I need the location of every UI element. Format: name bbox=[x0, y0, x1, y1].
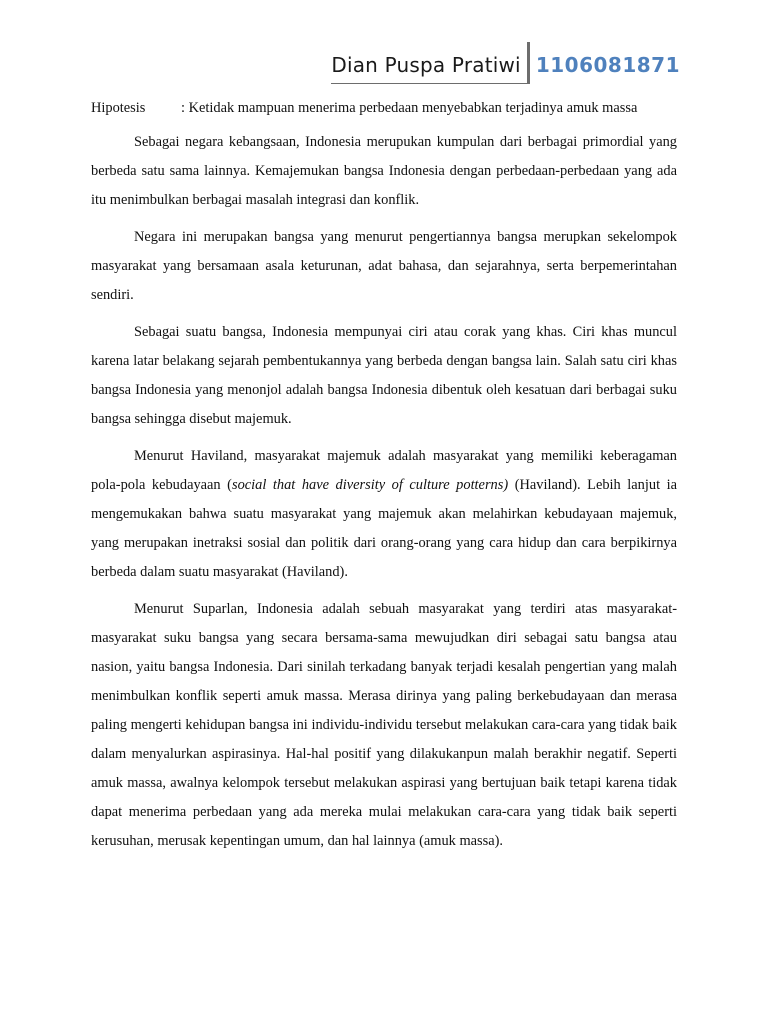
paragraph-5: Menurut Suparlan, Indonesia adalah sebuah masyarakat yang terdiri atas masyarakat-masyarakat suku bangsa yang secara bersama-sama mewujudkan diri sebagai satu bangsa atau nasion, yaitu bangsa Indonesia. Dari sinilah terkadang banyak terjadi kesalah pengertian yang malah menimbulkan konflik seperti amuk massa. Merasa dirinya yang paling berkebudayaan dan merasa paling mengerti kehidupan bangsa ini individu-individu tersebut melakukan cara-cara yang tidak baik dalam menyalurkan aspirasinya. Hal-hal positif yang dilakukanpun malah berakhir negatif. Seperti amuk massa, awalnya kelompok tersebut melakukan aspirasi yang bertujuan baik tetapi karena tidak dapat menerima perbedaan yang ada mereka mulai melakukan cara-cara yang tidak baik seperti kerusuhan, merusak kepentingan umum, dan hal lainnya (amuk massa). bbox=[91, 601, 677, 849]
paragraph-4-italic-term: social that have diversity of culture potterns) bbox=[231, 477, 509, 493]
paragraph-4-text-start: Menurut Haviland, masyarakat majemuk adalah masyarakat yang memiliki keberagaman pola-pola kebudayaan ( bbox=[91, 448, 677, 493]
paragraph-4 bbox=[91, 442, 677, 587]
paragraph-3: Sebagai suatu bangsa, Indonesia mempunyai ciri atau corak yang khas. Ciri khas muncul karena latar belakang sejarah pembentukannya yang berbeda dengan bangsa lain. Salah satu ciri khas bangsa Indonesia yang menonjol adalah bangsa Indonesia dibentuk oleh kesatuan dari berbagai suku bangsa sehingga disebut majemuk. bbox=[91, 324, 677, 427]
hypothesis-line bbox=[91, 94, 677, 123]
hypothesis-label: Hipotesis bbox=[91, 100, 146, 116]
paragraph-2: Negara ini merupakan bangsa yang menurut pengertiannya bangsa merupkan sekelompok masyarakat yang bersamaan asala keturunan, adat bahasa, dan sejarahnya, serta berpemerintahan sendiri. bbox=[91, 229, 677, 303]
document-body bbox=[91, 94, 677, 864]
student-id: 1106081871 bbox=[535, 53, 680, 77]
paragraph-4-text-end: (Haviland). Lebih lanjut ia mengemukakan bahwa suatu masyarakat yang majemuk akan melahirkan kebudayaan majemuk, yang merupakan inetraksi sosial dan politik dari orang-orang yang cara hidup dan cara berpikirnya berbeda dalam suatu masyarakat (Haviland). bbox=[91, 477, 677, 580]
author-name: Dian Puspa Pratiwi bbox=[331, 42, 526, 84]
page-header bbox=[331, 42, 680, 84]
paragraph-1: Sebagai negara kebangsaan, Indonesia merupukan kumpulan dari berbagai primordial yang berbeda satu sama lainnya. Kemajemukan bangsa Indonesia dengan perbedaan-perbedaan yang ada itu menimbulkan berbagai masalah integrasi dan konflik. bbox=[91, 134, 677, 208]
hypothesis-text: : Ketidak mampuan menerima perbedaan menyebabkan terjadinya amuk massa bbox=[181, 100, 638, 116]
